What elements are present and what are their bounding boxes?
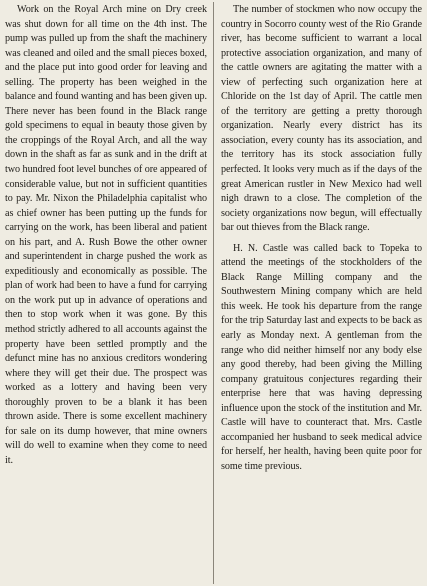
- right-column: [221, 3, 422, 475]
- left-column: [5, 3, 207, 469]
- article-stockmen-association: The number of stockmen who now occupy the country in Socorro county west of the Rio Grande river, has become sufficient to warrant a local protective association organization, and many of the cattle owners are agitating the matter with a view of perfecting such organization here at Chloride on the 1st day of April. The cattle men of the territory are getting a pretty thorough organization. Nearly every district has its association, every county has its association, and the territory has its stock association fully perfected. It looks very much as if the days of the great American rustler in New Mexico had well nigh drawn to a close. The completion of the society organizations now begun, will effectually bar out thieves from the Black range.: [221, 4, 422, 234]
- article-royal-arch-mine: Work on the Royal Arch mine on Dry creek was shut down for all time on the 4th inst. The pump was pulled up from the shaft the machinery was cleaned and oiled and the small pieces boxed, and the place put into good order for leaving and selling. The property has been weighed in the balance and found wanting and has been given up. There never has been found in the Black range gold specimens to equal in beauty those given by the croppings of the Royal Arch, and all the way down in the shaft as far as sunk and in the drift at two hundred foot level bunches of ore appeared of considerable value, but not in sufficient quantities to pay. Mr. Nixon the Philadelphia capitalist who as chief owner has been putting up the funds for carrying on the work, has been liberal and patient on his part, and A. Rush Bowe the other owner and superintendent in charge pushed the work as expeditiously and economically as possible. The plan of work had been to have a fund for carrying on the work put up in advance of operations and then to stop work when it was gone. By this method strictly adhered to all accounts against the property have been settled promptly and the defunct mine has no anxious creditors wondering where they will get their due. The prospect was worked as a lottery and having been very thoroughly proven to be a blank it has been thrown aside. There is some excellent machinery for sale on its dump however, that mine owners will do well to examine when they come to need it.: [5, 4, 208, 466]
- column-divider: [213, 2, 214, 584]
- article-h-n-castle: H. N. Castle was called back to Topeka to attend the meetings of the stockholders of the Black Range Milling company and the Southwestern Mining company which are held this week. He took his departure from the range for the trip Saturday last and expects to be back as early as Monday next. A gentleman from the range who did neither himself nor any body else any good thereby, had been giving the Milling company gratuitous conjectures regarding their enterprise here that was having depressing influence upon the stock of the institution and Mr. Castle will have to counteract that. Mrs. Castle accompanied her husband to seek medical advice for herself, her health, having been quite poor for some time previous.: [221, 242, 422, 472]
